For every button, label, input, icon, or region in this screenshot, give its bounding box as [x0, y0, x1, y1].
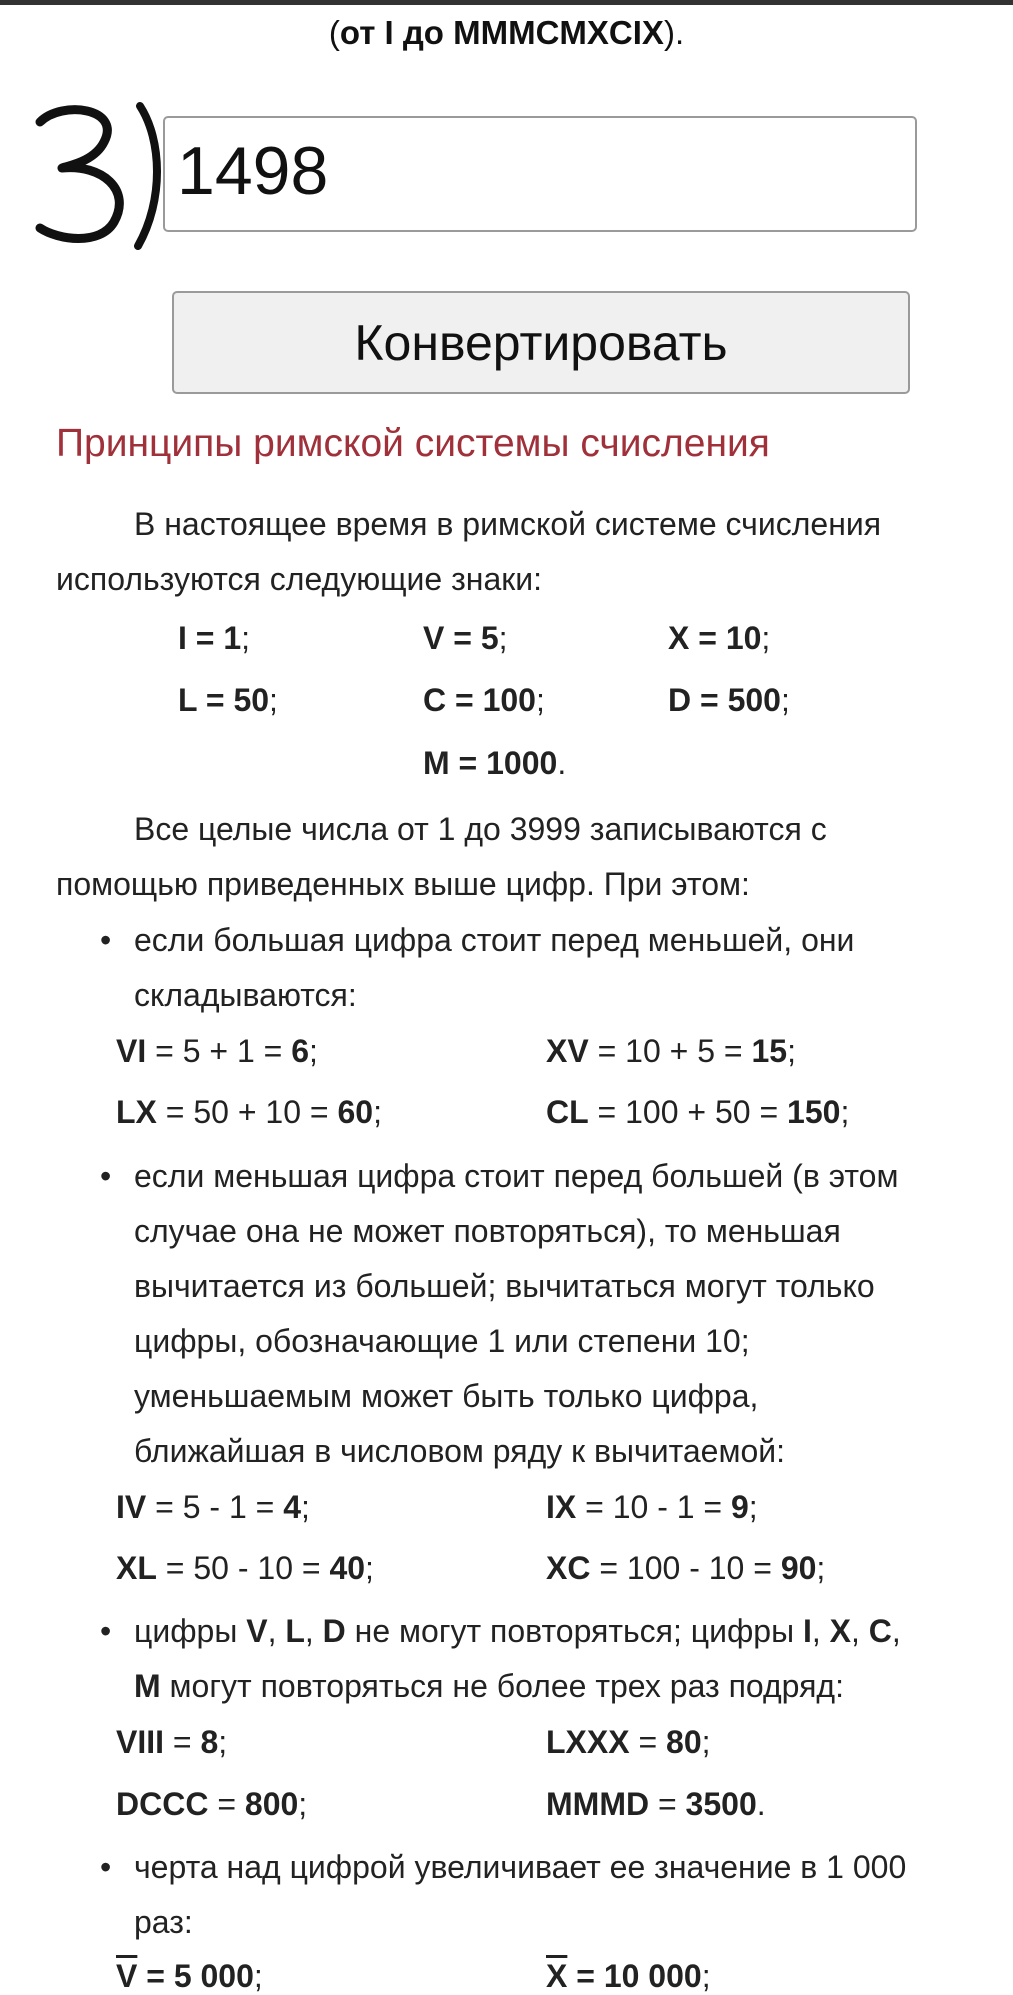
bullet-dot: • [100, 922, 112, 958]
example-cell: MMMD = 3500. [546, 1786, 766, 1822]
example-cell: DCCC = 800; [116, 1786, 308, 1822]
example-cell: IV = 5 - 1 = 4; [116, 1489, 310, 1525]
symbol-cell: I = 1; [178, 620, 251, 656]
rule3-line: цифры V, L, D не могут повторяться; цифры I, X, C, [134, 1613, 901, 1649]
rule2-line: случае она не может повторяться), то меньшая [134, 1213, 841, 1249]
rule2-line: цифры, обозначающие 1 или степени 10; [134, 1323, 750, 1359]
intro-line-2: используются следующие знаки: [56, 561, 542, 597]
rule4-line: черта над цифрой увеличивает ее значение в 1 000 [134, 1849, 907, 1885]
example-cell: $\overline{V} = 5$ 000; [116, 1958, 263, 1994]
rule3-line: M могут повторяться не более трех раз подряд: [134, 1668, 844, 1704]
numbers-line-1: Все целые числа от 1 до 3999 записываются с [134, 811, 827, 847]
bullet-dot: • [100, 1613, 112, 1649]
symbol-cell: M = 1000. [423, 745, 567, 781]
symbol-cell: X = 10; [668, 620, 771, 656]
rule2-line: уменьшаемым может быть только цифра, [134, 1378, 759, 1414]
number-input[interactable]: 1498 [163, 116, 917, 232]
example-cell: IX = 10 - 1 = 9; [546, 1489, 758, 1525]
example-cell: LX = 50 + 10 = 60; [116, 1094, 382, 1130]
example-cell: XV = 10 + 5 = 15; [546, 1033, 796, 1069]
bullet-dot: • [100, 1849, 112, 1885]
symbol-cell: C = 100; [423, 682, 545, 718]
handwritten-step-marker [22, 100, 162, 250]
symbol-cell: L = 50; [178, 682, 278, 718]
example-cell: VI = 5 + 1 = 6; [116, 1033, 318, 1069]
example-cell: $\overline{X} = 10$ 000; [546, 1958, 711, 1994]
range-caption: (от I до MMMCMXCIX). [328, 14, 685, 51]
section-title: Принципы римской системы счисления [56, 422, 770, 465]
example-cell: CL = 100 + 50 = 150; [546, 1094, 850, 1130]
rule2-line: ближайшая в числовом ряду к вычитаемой: [134, 1433, 786, 1469]
example-cell: LXXX = 80; [546, 1724, 711, 1760]
symbol-cell: D = 500; [668, 682, 790, 718]
top-bar [0, 0, 1013, 5]
example-cell: VIII = 8; [116, 1724, 228, 1760]
example-cell: XL = 50 - 10 = 40; [116, 1550, 374, 1586]
intro-line-1: В настоящее время в римской системе счисления [134, 506, 882, 542]
numbers-line-2: помощью приведенных выше цифр. При этом: [56, 866, 750, 902]
bullet-dot: • [100, 1158, 112, 1194]
rule2-line: вычитается из большей; вычитаться могут только [134, 1268, 875, 1304]
convert-button[interactable]: Конвертировать [172, 291, 910, 394]
rule1-line: если большая цифра стоит перед меньшей, они [134, 922, 855, 958]
rule2-line: если меньшая цифра стоит перед большей (в этом [134, 1158, 899, 1194]
symbol-cell: V = 5; [423, 620, 508, 656]
rule1-line: складываются: [134, 977, 357, 1013]
rule4-line: раз: [134, 1904, 193, 1940]
example-cell: XC = 100 - 10 = 90; [546, 1550, 826, 1586]
